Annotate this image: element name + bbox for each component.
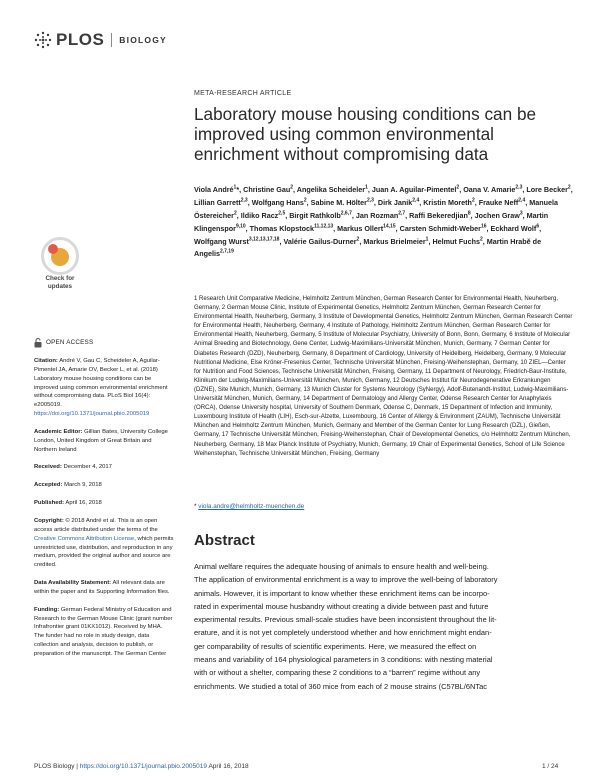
affiliation-item: 19 Chair of Experimental Genetics, School of Life Science Weihenstephan, Technische Universität München, Freising, Germany	[194, 441, 565, 457]
abstract-line: animals. However, it is important to know whether these enrichment items can be incorpo-	[194, 588, 490, 598]
author-affiliation-ref: 2,4	[518, 197, 526, 204]
abstract-line: rated in experimental mouse husbandry without creating a divide between past and future	[194, 601, 489, 611]
citation-doi-link[interactable]: https://doi.org/10.1371/journal.pbio.2005019	[34, 411, 150, 418]
affiliation-item: 14 Department of Dermatology and Allergy Center, Odense Research Center for Anaphylaxis (ORCA), Odense University hospital, University of Southern Denmark, Odense C, Denmark,	[194, 396, 552, 412]
author-affiliation-ref: 3,12,13,17,18	[248, 236, 280, 243]
author-affiliation-ref: 14,15	[383, 223, 396, 230]
abstract-line: erature, and it is not yet completely understood whether and how enrichment might endan-	[194, 628, 492, 638]
author-affiliation-ref: 2	[356, 236, 360, 243]
author-affiliation-ref: 9,10	[235, 223, 246, 230]
author-affiliation-ref: 16	[480, 223, 487, 230]
author-affiliation-ref: 2	[471, 197, 475, 204]
author-affiliation-ref: 1	[365, 185, 368, 191]
author-name: Angelika Scheideler$^1$,	[296, 185, 372, 195]
citation-block: Citation: André V, Gau C, Scheideler A, Aguilar-Pimentel JA, Amarie OV, Becker L, et al. (2018) Laboratory mouse housing conditions can be improved using common environmental enrichment without compromising data. PLoS Biol 16(4): e2005019. https://doi.org/10.1371/journal.pbio.2005019	[34, 358, 168, 418]
affiliation-item: 13 Munich Cluster for Systems Neurology (SyNergy), Adolf-Butenandt-Institut, Ludwig-Maximilians-Universität München, Munich, Germany,	[194, 386, 569, 403]
author-affiliation-ref: 6	[536, 223, 540, 230]
author-name: Raffi Bekeredjian$^8$,	[409, 210, 475, 220]
article-type: META-RESEARCH ARTICLE	[194, 90, 292, 97]
author-name: Valérie Gailus-Durner$^2$,	[283, 236, 364, 246]
copyright-block: Copyright: © 2018 André et al. This is an open access article distributed under the terms of the Creative Commons Attribution License, which permits unrestricted use, distribution, and reproduction in any medium, provided the original author and source are credited.	[34, 517, 174, 569]
license-link[interactable]: Creative Commons Attribution License	[34, 535, 135, 542]
author-name: Dirk Janik$^{2,4}$,	[377, 197, 424, 208]
author-name: Wolfgang Hans$^2$,	[251, 197, 311, 208]
author-affiliation-ref: 2,3	[366, 197, 374, 204]
check-for-updates-badge[interactable]	[36, 237, 84, 293]
footer-date: April 16, 2018	[208, 763, 249, 770]
author-affiliation-ref: 2,7	[398, 210, 406, 217]
check-updates-icon	[41, 237, 79, 275]
author-name: Manuela Östereicher$^2$,	[194, 198, 558, 220]
check-updates-label: Check for updates	[45, 275, 75, 290]
affiliation-item: 1 Research Unit Comparative Medicine, Helmholtz Zentrum München, German Research Center for Environmental Health, Neuherberg, Germany,	[194, 296, 558, 312]
author-name: Martin Hrabě de Angelis$^{2,7,19}$	[194, 236, 542, 259]
author-name: Wolfgang Wurst$^{3,12,13,17,18}$,	[194, 236, 284, 246]
funding-block: Funding: German Federal Ministry of Education and Research to the German Mouse Clinic (grant number Infrafrontier grant 01KX1012). Received by MHA. The funder had no role in study design, data collection and analysis, decision to publish, or preparation of the manuscript. The German Center	[34, 606, 173, 657]
correspondence-marker: *	[194, 503, 197, 510]
author-list	[194, 183, 574, 260]
author-name: Kristin Moreth$^2$,	[423, 197, 479, 208]
author-name: Viola André$^1$*,	[194, 185, 244, 195]
author-affiliation-ref: 2	[456, 185, 460, 191]
author-name: Ildiko Racz$^{2,5}$,	[240, 210, 290, 220]
logo-separator	[111, 33, 112, 47]
affiliation-item: 18 Max Planck Institute of Psychiatry, Munich, Germany,	[257, 441, 410, 448]
abstract-line: experimental results. Previous small-scale studies have been inconsistent throughout the lit-	[194, 615, 497, 625]
affiliation-item: 4 Institute of Pathology, Helmholtz Zentrum München, German Research Center for Environmental Health, Neuherberg, Germany,	[194, 323, 551, 339]
author-affiliation-ref: 2,4	[412, 197, 420, 204]
author-name: Markus Ollert$^{14,15}$,	[337, 223, 400, 233]
author-name: Frauke Neff$^{2,4}$,	[478, 197, 530, 208]
affiliation-item: 11 Department of Neurology, Friedrich-Baur-Institute, Klinikum der Ludwig-Maximilians-Universität München, Munich, Germany,	[194, 368, 567, 384]
published-date: Published: April 16, 2018	[34, 500, 102, 507]
abstract-heading: Abstract	[194, 532, 255, 549]
author-affiliation-ref: 2	[567, 185, 571, 191]
affiliation-item: 16 Center of Allergy & Environment (ZAUM), Technische Universität München and Helmholtz Zentrum München, Munich, Germany and Member of the German Center for Lung Research (DZL), Gießen, Germany,	[194, 414, 561, 439]
abstract-text	[194, 560, 574, 693]
author-affiliation-ref: 8	[467, 210, 471, 217]
author-affiliation-ref: 2,5	[278, 210, 286, 217]
affiliation-item: 12 Deutsches Institut für Neurodegenerative Erkrankungen (DZNE), Site Munich, Munich, Germany,	[194, 377, 551, 393]
author-name: Eckhard Wolf$^6$,	[490, 223, 542, 233]
author-name: Birgit Rathkolb$^{2,6,7}$,	[289, 210, 356, 220]
open-access-label: OPEN ACCESS	[34, 338, 174, 348]
author-affiliation-ref: 1	[425, 236, 429, 243]
affiliation-item: 3 Institute of Developmental Genetics, Helmholtz Zentrum München, German Research Center for Environmental Health, Neuherberg, Germany,	[194, 314, 573, 330]
affiliation-item: 9 Molecular Nutritional Medicine, Else Kröner-Fresenius Center, Technische Universität München, Freising-Weihenstephan, Germany,	[194, 350, 567, 366]
author-name: Juan A. Aguilar-Pimentel$^2$,	[371, 185, 464, 195]
author-affiliation-ref: 3	[519, 210, 523, 217]
logo-name: PLOS	[56, 30, 105, 49]
affiliation-item: 2 German Mouse Clinic, Institute of Experimental Genetics, Helmholtz Zentrum München, German Research Center for Environmental Health, Neuherberg, Germany,	[194, 305, 542, 321]
affiliation-item: 6 Institute of Molecular Animal Breeding and Biotechnology, Gene Center, Ludwig-Maximilians-Universität München, Munich, Germany,	[194, 332, 571, 348]
author-affiliation-ref: 2,7,19	[219, 248, 234, 255]
author-name: Jan Rozman$^{2,7}$,	[355, 210, 410, 220]
data-availability-block: Data Availability Statement: All relevant data are within the paper and its Supporting Information files.	[34, 580, 170, 595]
plos-logo-icon	[34, 31, 52, 49]
article-info-sidebar	[34, 338, 174, 668]
page-number: 1 / 24	[542, 763, 559, 770]
abstract-line: enrichments. We studied a total of 360 mice from each of 2 mouse strains (C57BL/6NTac	[194, 681, 487, 691]
footer-separator: |	[76, 763, 78, 770]
author-affiliation-ref: 2	[303, 197, 307, 204]
author-name: Martin Klingenspor$^{9,10}$,	[194, 210, 549, 233]
accepted-date: Accepted: March 9, 2018	[34, 482, 102, 489]
received-date: Received: December 4, 2017	[34, 464, 112, 471]
author-affiliation-ref: 1	[233, 185, 237, 191]
affiliation-list	[194, 295, 574, 459]
author-name: Lore Becker$^2$,	[526, 185, 573, 195]
author-affiliation-ref: 2,3	[515, 185, 523, 191]
author-name: Jochen Graw$^3$,	[474, 210, 527, 220]
academic-editor-block: Academic Editor: Gillian Bates, University College London, United Kingdom of Great Britain and Northern Ireland	[34, 428, 168, 453]
correspondence	[194, 503, 304, 510]
abstract-line: The application of environmental enrichment is a way to improve the well-being of laboratory	[194, 575, 498, 585]
article-title: Laboratory mouse housing conditions can be improved using common environmental enrichment without compromising data	[194, 104, 537, 164]
footer-journal: PLOS Biology	[34, 763, 75, 770]
author-affiliation-ref: 2	[233, 210, 237, 217]
affiliation-item: 5 Institute of Molecular Psychiatry, University of Bonn, Bonn, Germany,	[318, 332, 510, 339]
author-name: Markus Brielmeier$^1$,	[363, 236, 433, 246]
affiliation-item: 10 ZIEL—Center for Nutrition and Food Sciences, Technische Universität München, Freising, Germany,	[194, 359, 566, 375]
author-affiliation-ref: 2	[479, 236, 483, 243]
open-lock-icon	[34, 338, 42, 348]
author-affiliation-ref: 2	[290, 185, 294, 191]
author-affiliation-ref: 11,12,13	[313, 223, 334, 230]
abstract-line: Animal welfare requires the adequate housing of animals to ensure health and well-being.	[194, 562, 489, 571]
abstract-line: means and variability of 164 physiological parameters in 3 conditions: with nesting material	[194, 655, 493, 665]
author-name: Helmut Fuchs$^2$,	[432, 236, 487, 246]
affiliation-item: 15 Department of Infection and Immunity, Luxembourg Institute of Health (LIH), Esch-sur-Alzette, Luxembourg,	[194, 405, 553, 421]
author-name: Christine Gau$^2$,	[243, 185, 297, 195]
journal-header	[34, 28, 167, 52]
affiliation-item: 17 Technische Universität München, Freising-Weihenstephan, Chair of Developmental Genetics, c/o Helmholtz Zentrum München, Neuherberg, Germany,	[194, 432, 571, 448]
affiliation-item: 8 Department of Cardiology, University of Heidelberg, Heidelberg, Germany,	[330, 350, 535, 357]
correspondence-email-link[interactable]: viola.andre@helmholtz-muenchen.de	[198, 503, 305, 510]
author-name: Oana V. Amarie$^{2,3}$,	[463, 185, 527, 195]
author-affiliation-ref: 2,3	[240, 197, 248, 204]
author-name: Sabine M. Hölter$^{2,3}$,	[310, 197, 378, 208]
author-name: Carsten Schmidt-Weber$^{16}$,	[399, 223, 491, 233]
author-affiliation-ref: 2,6,7	[340, 210, 352, 217]
journal-name: BIOLOGY	[119, 35, 167, 45]
affiliation-item: 7 German Center for Diabetes Research (DZD), Neuherberg, Germany,	[194, 341, 550, 357]
page-footer	[34, 763, 249, 770]
abstract-line: ger comparability of results of scientific experiments. Here, we measured the effect on	[194, 641, 477, 651]
footer-doi-link[interactable]: https://doi.org/10.1371/journal.pbio.2005019	[79, 763, 208, 770]
author-name: Lillian Garrett$^{2,3}$,	[194, 197, 252, 208]
author-name: Thomas Klopstock$^{11,12,13}$,	[249, 223, 338, 233]
abstract-line: with or without a shelter, comparing these 2 conditions to a “barren” regime without any	[194, 668, 481, 678]
